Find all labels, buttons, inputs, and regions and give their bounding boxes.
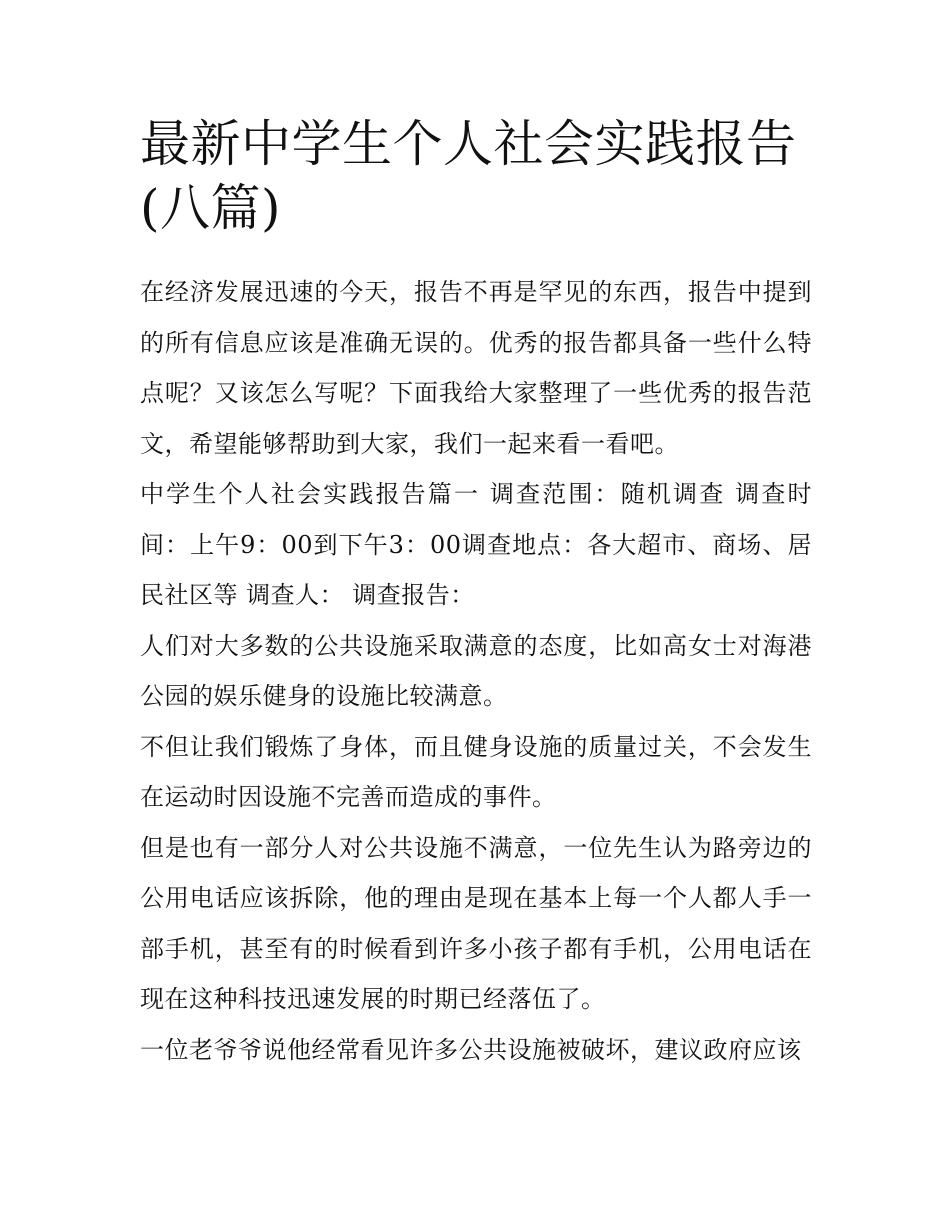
document-title: 最新中学生个人社会实践报告(八篇) [140,115,797,237]
paragraph-intro: 在经济发展迅速的今天，报告不再是罕见的东西，报告中提到的所有信息应该是准确无误的。优秀的报告都具备一些什么特点呢？又该怎么写呢？下面我给大家整理了一些优秀的报告范文，希望能够帮助到大家，我们一起来看一看吧。 [140,278,812,458]
paragraph-survey-info: 中学生个人社会实践报告篇一 调查范围：随机调查 调查时间：上午9：00到下午3：00调查地点：各大超市、商场、居民社区等 调查人： 调查报告： [140,480,812,609]
paragraph-fitness: 不但让我们锻炼了身体，而且健身设施的质量过关，不会发生在运动时因设施不完善而造成的事件。 [140,732,812,811]
paragraph-satisfied: 人们对大多数的公共设施采取满意的态度，比如高女士对海港公园的娱乐健身的设施比较满意。 [140,631,812,710]
paragraph-grandpa: 一位老爷爷说他经常看见许多公共设施被破坏，建议政府应该 [140,1035,802,1064]
paragraph-unsatisfied: 但是也有一部分人对公共设施不满意，一位先生认为路旁边的公用电话应该拆除，他的理由是现在基本上每一个人都人手一部手机，甚至有的时候看到许多小孩子都有手机，公用电话在现在这种科技迅速发展的时期已经落伍了。 [140,833,812,1013]
document-page [140,112,812,1075]
